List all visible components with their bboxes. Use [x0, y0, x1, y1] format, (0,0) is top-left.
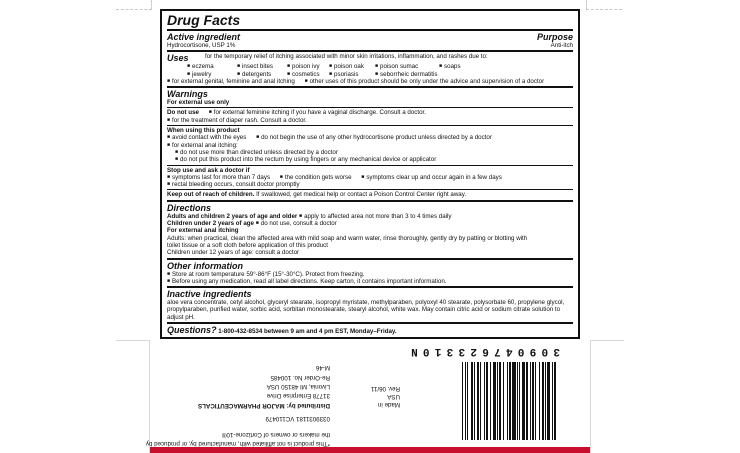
list-item: ■ poison sumac — [375, 63, 437, 70]
address-line-2: Livonia, MI 48150 USA — [266, 382, 330, 390]
uses-extra-1: ■ for external genital, feminine and anal itching — [167, 78, 295, 85]
barcode-digit: 9 — [528, 345, 537, 357]
other-info-heading: Other information — [167, 260, 243, 271]
when-using-5: ■ do not put this product into the rectum by using fingers or any mechanical device or applicator — [167, 156, 573, 163]
barcode-digit: 4 — [504, 345, 513, 357]
barcode-digit: 6 — [481, 345, 489, 357]
questions-heading: Questions? — [167, 325, 217, 336]
barcode-bar — [517, 362, 518, 440]
barcode-bar — [547, 362, 550, 440]
directions-children-text: ■ do not use, consult a doctor — [256, 220, 337, 227]
directions-adults-label: Adults and children 2 years of age and older — [167, 212, 298, 220]
barcode-digit: 3 — [552, 345, 560, 357]
barcode-bar — [509, 362, 511, 440]
barcode-bar — [497, 362, 498, 440]
reorder-number: Re-Order No. 100485 — [270, 373, 330, 381]
barcode-digit: 0 — [421, 345, 430, 357]
list-item: ■ cosmetics — [287, 71, 327, 78]
carton-flap-right — [590, 340, 624, 453]
uses-intro: for the temporary relief of itching associated with minor skin irritations, inflammation, and rashes due to: — [205, 53, 488, 61]
directions-anal-text-1: Adults: when practical, clean the affected area with mild soap and warm water, rinse thoroughly, gently dry by patting or blotting with — [167, 234, 528, 242]
other-info-1: ■ Store at room temperature 59°-86°F (15°-30°C). Protect from freezing. — [167, 271, 573, 278]
divider — [167, 125, 573, 126]
barcode-bar — [471, 362, 473, 440]
when-using-1: ■ avoid contact with the eyes — [167, 134, 246, 141]
distributed-by: Distributed by: MAJOR PHARMACEUTICALS — [197, 401, 330, 409]
barcode-bar — [490, 362, 491, 440]
when-using-2: ■ do not begin the use of any other hydrocortisone product unless directed by a doctor — [256, 134, 492, 141]
divider — [167, 29, 573, 31]
divider — [167, 200, 573, 202]
carton-flap-left — [116, 340, 150, 453]
divider — [167, 189, 573, 190]
origin-info — [371, 384, 400, 408]
list-item: ■ detergents — [237, 71, 285, 78]
barcode-bars — [410, 360, 560, 440]
barcode-bar — [499, 362, 501, 440]
other-info-2: ■ Before using any medication, read all label directions. Keep carton, it contains important information. — [167, 278, 573, 285]
barcode-bar — [532, 362, 534, 440]
list-item: ■ seborrheic dermatitis — [375, 71, 479, 78]
inactive-heading: Inactive ingredients — [167, 289, 252, 300]
barcode-bar — [493, 362, 496, 440]
keep-out-text: If swallowed, get medical help or contact a Poison Control Center right away. — [256, 191, 467, 199]
barcode-bar — [465, 362, 466, 440]
divider — [167, 165, 573, 166]
barcode-bar — [512, 362, 516, 440]
divider — [167, 322, 573, 324]
drug-facts-title: Drug Facts — [167, 12, 241, 28]
barcode-bar — [462, 362, 463, 440]
barcode-bar — [503, 362, 504, 440]
external-use-note: For external use only — [167, 99, 230, 107]
barcode-bar — [522, 362, 525, 440]
barcode-digit: 0 — [540, 345, 549, 357]
barcode-bar — [519, 362, 520, 440]
stop-use-heading: Stop use and ask a doctor if — [167, 166, 250, 174]
barcode-bar — [545, 362, 546, 440]
barcode-bar — [554, 362, 556, 440]
barcode-bar — [480, 362, 481, 440]
stop-use-3: ■ symptoms clear up and occur again in a few days — [361, 174, 502, 181]
manufacturer-info — [145, 363, 330, 448]
barcode-digit: 3 — [457, 345, 466, 357]
barcode-bar — [535, 362, 536, 440]
barcode-bar — [477, 362, 479, 440]
barcode-bar — [484, 362, 485, 440]
questions-text: 1-800-432-8534 between 9 am and 4 pm EST, Monday–Friday. — [218, 328, 397, 336]
revision: Rev. 06/11 — [370, 385, 400, 392]
address-line-1: 31778 Enterprise Drive — [266, 392, 330, 400]
disclaimer-line-2: the makers or owners of Cortizone-10® — [221, 430, 330, 438]
list-item: ■ soaps — [439, 63, 479, 70]
keep-out-label: Keep out of reach of children. — [167, 191, 255, 199]
barcode-digit: 2 — [469, 345, 477, 357]
when-using-4: ■ do not use more than directed unless directed by a doctor — [167, 149, 573, 156]
m-code: M-46 — [315, 364, 330, 372]
stop-use-1: ■ symptoms last for more than 7 days — [167, 174, 270, 181]
uses-list — [167, 63, 573, 78]
purpose-heading: Purpose — [536, 32, 573, 42]
stop-use-4: ■ rectal bleeding occurs, consult doctor promptly — [167, 181, 573, 188]
list-item: ■ eczema — [187, 63, 235, 70]
directions-children-label: Children under 2 years of age — [167, 220, 254, 228]
barcode-bar — [552, 362, 553, 440]
barcode-label: N — [410, 345, 418, 357]
list-item: ■ insect bites — [237, 63, 285, 70]
country: USA — [387, 393, 400, 400]
barcode-digit: 3 — [445, 345, 454, 357]
directions-adults-text: ■ apply to affected area not more than 3 to 4 times daily — [299, 213, 451, 220]
active-ingredient-heading: Active ingredient — [167, 32, 241, 42]
directions-anal-text-2: toilet tissue or a soft cloth before application of this product — [167, 241, 328, 249]
barcode-bar — [486, 362, 488, 440]
divider — [167, 258, 573, 260]
list-item: ■ poison ivy — [287, 63, 327, 70]
do-not-use-2: ■ for the treatment of diaper rash. Consult a doctor. — [167, 117, 573, 124]
barcode-digit: 1 — [433, 345, 442, 357]
bottom-panel — [145, 342, 580, 448]
uses-section — [167, 53, 573, 63]
barcode-digits — [410, 345, 560, 357]
upc-barcode — [410, 345, 560, 440]
list-item: ■ psoriasis — [329, 71, 373, 78]
when-using-heading: When using this product — [167, 127, 240, 135]
carton-cut-top-right — [586, 0, 622, 10]
stop-use-2: ■ the condition gets worse — [280, 174, 352, 181]
barcode-bar — [467, 362, 468, 440]
list-item: ■ jewelry — [187, 71, 235, 78]
carton-cut-top-left — [116, 0, 152, 10]
list-item: ■ poison oak — [329, 63, 373, 70]
purpose-value: Anti-itch — [550, 42, 573, 49]
directions-anal-heading: For external anal itching — [167, 227, 239, 235]
barcode-bar — [507, 362, 508, 440]
divider — [167, 107, 573, 108]
divider — [167, 286, 573, 288]
active-ingredient-value: Hydrocortisone, USP 1% — [167, 42, 236, 49]
warnings-heading: Warnings — [167, 89, 208, 100]
barcode-bar — [474, 362, 475, 440]
barcode-bar — [526, 362, 528, 440]
inactive-text: aloe vera concentrate, cetyl alcohol, glyceryl stearate, isopropyl myristate, methylparaben, polyoxyl 40 stearate, polysorbate 60, propylene glycol, propylparaben, purified water, sorbic acid, sorbitan monostearate, stearyl alcohol, white wax. May contain citric acid or sodium citrate solution to adjust pH. — [167, 299, 565, 321]
barcode-bar — [539, 362, 540, 440]
divider — [167, 86, 573, 88]
product-codes: 0339031181 VC110479 — [265, 415, 330, 423]
when-using-3: ■ for external anal itching: — [167, 142, 573, 149]
drug-facts-panel — [160, 9, 580, 339]
do-not-use-1: ■ for external feminine itching if you have a vaginal discharge. Consult a doctor. — [209, 109, 426, 116]
uses-heading: Uses — [167, 53, 189, 64]
barcode-bar — [530, 362, 531, 440]
directions-anal-text-3: Children under 12 years of age: consult a doctor — [167, 249, 300, 257]
barcode-bar — [542, 362, 544, 440]
barcode-digit: 7 — [493, 345, 501, 357]
barcode-digit: 0 — [516, 345, 525, 357]
do-not-use-label: Do not use — [167, 109, 199, 117]
disclaimer-line-1: *This product is not affiliated with, manufactured by, or produced by — [145, 440, 330, 447]
made-in: Made in — [377, 401, 400, 408]
directions-heading: Directions — [167, 202, 212, 213]
uses-extra-2: ■ other uses of this product should be only under the advice and supervision of a doctor — [305, 78, 545, 85]
divider — [167, 50, 573, 52]
